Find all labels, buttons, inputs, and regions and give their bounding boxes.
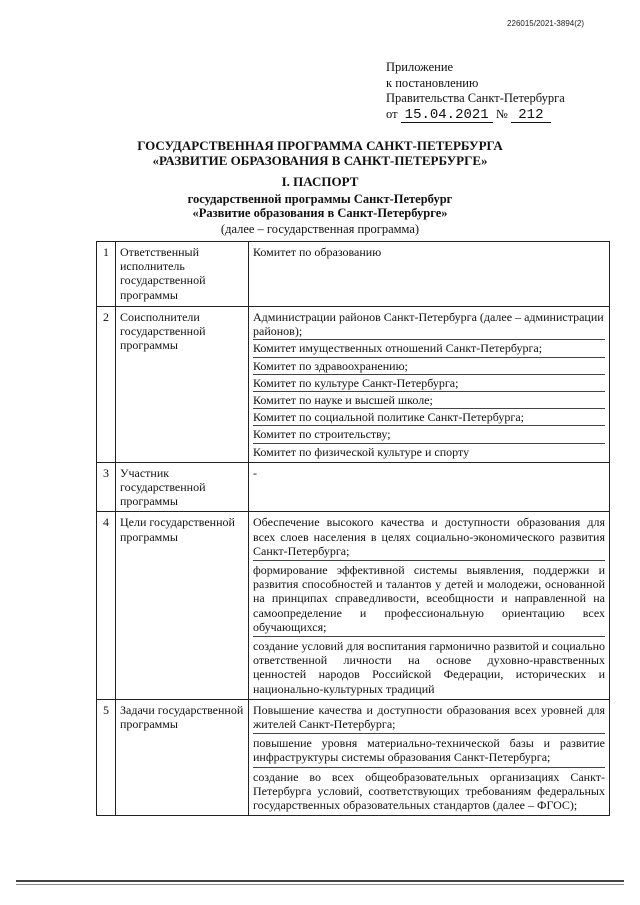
table-row	[97, 307, 610, 463]
list-item: Повышение качества и доступности образования всех уровней для жителей Санкт-Петербурга;	[253, 702, 605, 732]
list-item: Комитет по строительству;	[253, 425, 605, 441]
row-number: 3	[97, 462, 116, 512]
passport-subheading	[0, 192, 640, 220]
row-number: 4	[97, 512, 116, 699]
list-item: Обеспечение высокого качества и доступности образования для всех слоев населения в целях социально-экономического развития Санкт-Петербурга;	[253, 515, 605, 558]
row-label: Ответственный исполнитель государственной программы	[116, 242, 249, 307]
table-row	[97, 512, 610, 699]
program-title: ГОСУДАРСТВЕННАЯ ПРОГРАММА САНКТ-ПЕТЕРБУРГА	[137, 138, 503, 153]
list-item: создание условий для воспитания гармонично развитой и социально ответственной личности на основе духовно-нравственных ценностей народов Российской Федерации, исторических и национально-культурных традиций	[253, 636, 605, 696]
row-label: Участник государственной программы	[116, 462, 249, 512]
program-title-line-1	[0, 138, 640, 168]
list-item: Комитет имущественных отношений Санкт-Петербурга;	[253, 339, 605, 355]
list-item: создание во всех общеобразовательных организациях Санкт-Петербурга условий, соответствующих требованиям федеральных государственных образовательных стандартов (далее – ФГОС);	[253, 767, 605, 813]
row-value-text: -	[253, 465, 257, 480]
program-subtitle: «РАЗВИТИЕ ОБРАЗОВАНИЯ В САНКТ-ПЕТЕРБУРГЕ»	[152, 153, 488, 168]
appendix-line-1: Приложение	[386, 60, 454, 74]
list-item: Комитет по науке и высшей школе;	[253, 391, 605, 407]
section-heading: I. ПАСПОРТ	[281, 174, 359, 189]
resolution-date: 15.04.2021	[401, 108, 493, 123]
list-item: Комитет по культуре Санкт-Петербурга;	[253, 374, 605, 390]
list-item: Комитет по социальной политике Санкт-Петербурга;	[253, 408, 605, 424]
row-number: 2	[97, 307, 116, 463]
list-item: формирование эффективной системы выявления, поддержки и развития способностей и талантов у детей и молодежи, основанной на принципах справедливости, всеобщности и направленной на самоопределение и профессиональную ориентацию всех обучающихся;	[253, 560, 605, 634]
resolution-number: 212	[511, 108, 551, 123]
number-prefix: №	[495, 106, 508, 121]
table-row	[97, 242, 610, 307]
row-value	[249, 699, 610, 815]
list-item: Комитет по здравоохранению;	[253, 357, 605, 373]
row-value-text: Комитет по образованию	[253, 245, 382, 259]
appendix-block	[386, 60, 565, 123]
row-number: 1	[97, 242, 116, 307]
date-prefix: от	[386, 106, 398, 121]
list-item: Комитет по физической культуре и спорту	[253, 443, 605, 459]
row-value	[249, 512, 610, 699]
appendix-line-2: к постановлению	[386, 75, 479, 90]
document-number: 226015/2021-3894(2)	[507, 19, 584, 28]
row-label: Цели государственной программы	[116, 512, 249, 699]
row-label: Соисполнители государственной программы	[116, 307, 249, 463]
table-row	[97, 462, 610, 512]
scan-footer-line	[16, 880, 624, 882]
row-value	[249, 307, 610, 463]
row-number: 5	[97, 699, 116, 815]
list-item: Администрации районов Санкт-Петербурга (далее – администрации районов);	[253, 310, 604, 339]
passport-table	[96, 241, 610, 816]
row-label: Задачи государственной программы	[116, 699, 249, 815]
table-row	[97, 699, 610, 815]
passport-sub-2: «Развитие образования в Санкт-Петербурге»	[192, 206, 448, 220]
scan-footer-line-thin	[16, 884, 624, 885]
row-value	[249, 242, 610, 307]
list-item: повышение уровня материально-технической базы и развитие инфраструктуры системы образования Санкт-Петербурга;	[253, 733, 605, 764]
appendix-date-line	[386, 107, 565, 123]
appendix-line-3: Правительства Санкт-Петербурга	[386, 91, 565, 105]
passport-note: (далее – государственная программа)	[220, 222, 420, 236]
row-value	[249, 462, 610, 512]
passport-sub-1: государственной программы Санкт-Петербург	[187, 192, 453, 206]
